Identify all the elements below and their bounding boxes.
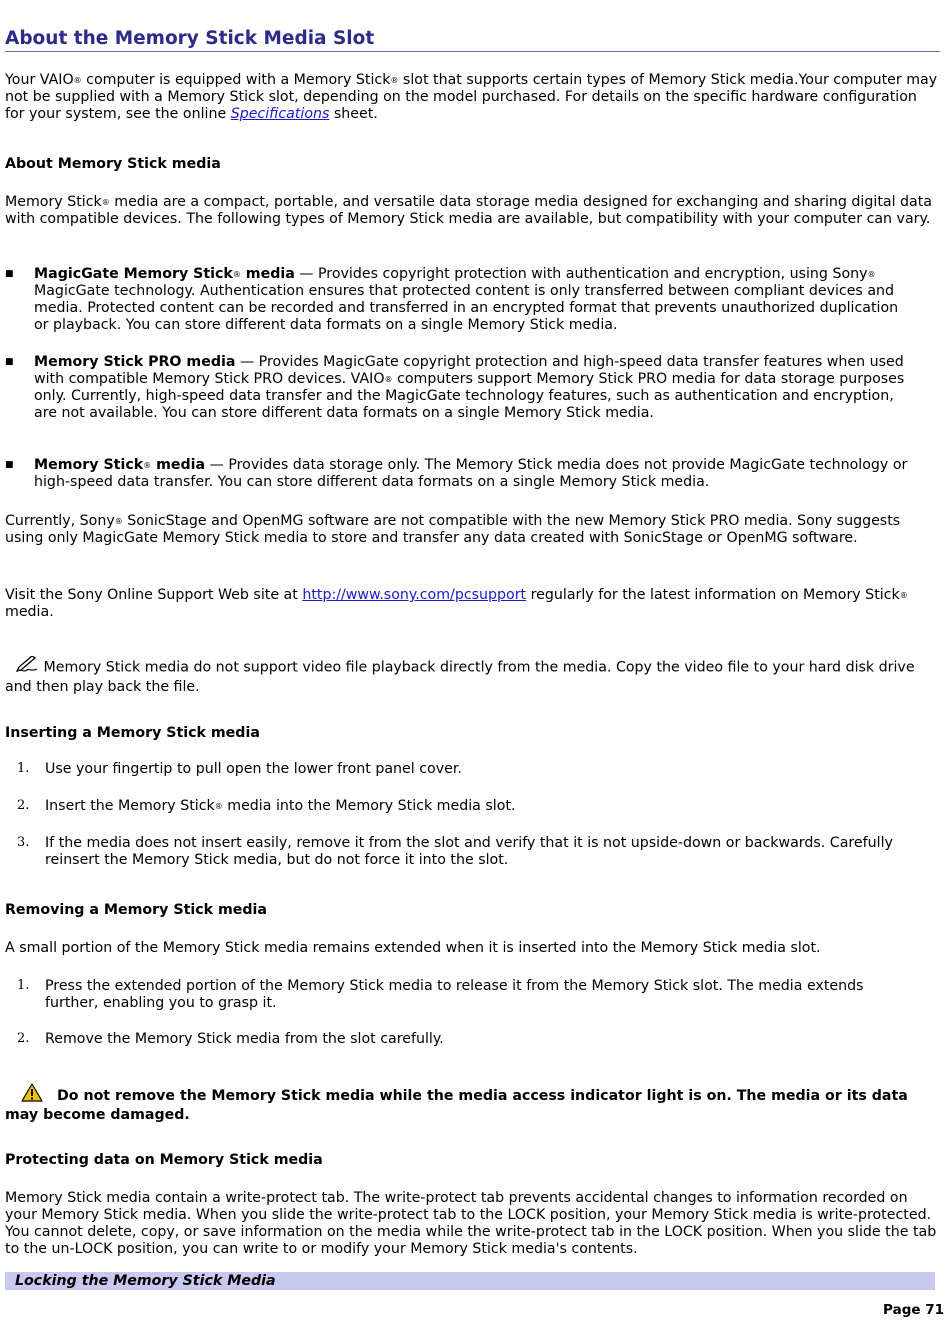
page-number: Page 71 <box>883 1302 944 1318</box>
bullet-square-icon: ■ <box>5 357 14 367</box>
bullet-square-icon: ■ <box>5 269 14 279</box>
support-paragraph: Visit the Sony Online Support Web site at http://www.sony.com/pcsupport regularly for the latest information on Memory Stick® media. <box>5 587 908 620</box>
pencil-note-icon <box>15 656 39 679</box>
section-heading-protecting: Protecting data on Memory Stick media <box>5 1152 323 1168</box>
protect-paragraph: Memory Stick media contain a write-protect tab. The write-protect tab prevents accidental changes to information recorded on your Memory Stick media. When you slide the write-protect tab to the LOCK position, your Memory Stick media is write-protected. You cannot delete, copy, or save information on the media while the write-protect tab in the LOCK position. When you slide the tab to the un-LOCK position, you can write to or modify your Memory Stick media's contents. <box>5 1190 937 1257</box>
bullet-square-icon: ■ <box>5 460 14 470</box>
note-paragraph: Memory Stick media do not support video file playback directly from the media. Copy the video file to your hard disk drive and then play back the file. <box>5 656 940 696</box>
intro-paragraph: Your VAIO® computer is equipped with a Memory Stick® slot that supports certain types of Memory Stick media.Your computer may not be supplied with a Memory Stick slot, depending on the model purchased. For details on the specific hardware configuration for your system, see the online Specifications sheet. <box>5 72 938 122</box>
info-bar-title: Locking the Memory Stick Media <box>15 1273 276 1289</box>
remove-paragraph: A small portion of the Memory Stick media remains extended when it is inserted into the Memory Stick media slot. <box>5 940 821 956</box>
section-heading-removing: Removing a Memory Stick media <box>5 902 267 918</box>
info-bar <box>5 1272 935 1290</box>
about-paragraph: Memory Stick® media are a compact, portable, and versatile data storage media designed for exchanging and sharing digital data with compatible devices. The following types of Memory Stick media are available, but compatibility with your computer can vary. <box>5 194 932 227</box>
compatibility-paragraph: Currently, Sony® SonicStage and OpenMG software are not compatible with the new Memory Stick PRO media. Sony suggests using only MagicGate Memory Stick media to store and transfer any data created with SonicStage or OpenMG software. <box>5 513 901 546</box>
support-url-link[interactable]: http://www.sony.com/pcsupport <box>302 587 527 603</box>
section-heading-about: About Memory Stick media <box>5 156 221 172</box>
warning-paragraph: Do not remove the Memory Stick media while the media access indicator light is on. The media or its data may become damaged. <box>5 1083 940 1124</box>
warning-triangle-icon <box>21 1083 43 1107</box>
section-heading-inserting: Inserting a Memory Stick media <box>5 725 260 741</box>
page-title: About the Memory Stick Media Slot <box>5 27 940 52</box>
specifications-link[interactable]: Specifications <box>230 106 330 122</box>
